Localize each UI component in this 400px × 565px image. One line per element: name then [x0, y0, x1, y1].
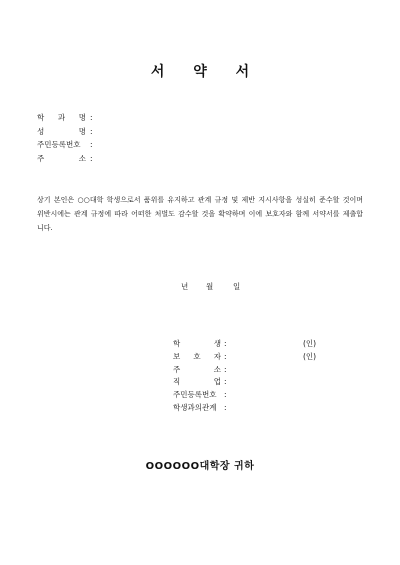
student-info-row [37, 111, 93, 125]
label-char: 주 [173, 364, 181, 374]
label-char: 자 [213, 351, 221, 361]
label-char: 직 [173, 377, 181, 387]
seal-mark: (인) [303, 339, 317, 348]
label-char: 생 [213, 339, 221, 348]
student-info-label [37, 125, 86, 139]
label-colon: : [90, 153, 93, 163]
signatory-row [173, 364, 227, 377]
seal-mark: (인) [303, 351, 317, 361]
signatory-row [173, 376, 227, 389]
label-colon: : [224, 390, 227, 400]
label-colon: : [90, 126, 93, 136]
recipient-line: OOOOOO대학장 귀하 [145, 461, 255, 472]
signatory-label [173, 338, 221, 351]
label-colon: : [224, 402, 227, 412]
label-colon: : [224, 351, 227, 361]
label-colon: : [90, 140, 93, 149]
signatory-label [173, 351, 221, 364]
signatory-label [173, 389, 221, 402]
student-info-row [37, 125, 93, 139]
label-char: 명 [78, 113, 86, 122]
signatory-label [173, 402, 221, 415]
student-info-row [37, 138, 93, 152]
document-title: 서 약 서 [150, 64, 262, 80]
date-day: 일 [233, 282, 241, 291]
student-info-label [37, 138, 86, 152]
label-char: 성 [37, 126, 45, 136]
label-colon: : [224, 377, 227, 387]
pledge-text: 상기 본인은 ○○대학 학생으로서 품위를 유지하고 관계 규정 및 제반 지시사항을 성실히 준수할 것이며 위반시에는 관계 규정에 따라 어떠한 처벌도 감수할 것을 확약하며 이에 보호자와 함께 서약서를 제출합니다. [37, 196, 363, 232]
label-char: 소 [78, 153, 86, 163]
label-char: 호 [193, 351, 201, 361]
label-char: 명 [78, 126, 86, 136]
label-char: 과 [57, 113, 66, 122]
date-year: 년 [181, 282, 189, 291]
label-char: 학생과의관계 [173, 402, 217, 412]
signatory-row [173, 402, 227, 415]
signatory-row [173, 351, 317, 364]
signatory-block [173, 338, 317, 415]
label-colon: : [90, 113, 93, 122]
student-info-label [37, 111, 86, 125]
date-month: 월 [206, 282, 214, 291]
student-info-row [37, 152, 93, 166]
label-colon: : [224, 339, 227, 348]
label-char: 주민등록번호 [173, 390, 217, 400]
label-char: 학 [173, 339, 181, 348]
signatory-row [173, 389, 227, 402]
student-info-label [37, 152, 86, 166]
label-char: 보 [173, 351, 181, 361]
label-char: 소 [213, 364, 221, 374]
signatory-label [173, 364, 221, 377]
label-char: 주 [37, 153, 45, 163]
label-char: 주민등록번호 [37, 140, 81, 149]
signatory-row [173, 338, 317, 351]
label-char: 학 [37, 113, 45, 122]
signatory-label [173, 376, 221, 389]
student-info-block [37, 111, 93, 165]
label-char: 업 [213, 377, 221, 387]
label-colon: : [224, 364, 227, 374]
